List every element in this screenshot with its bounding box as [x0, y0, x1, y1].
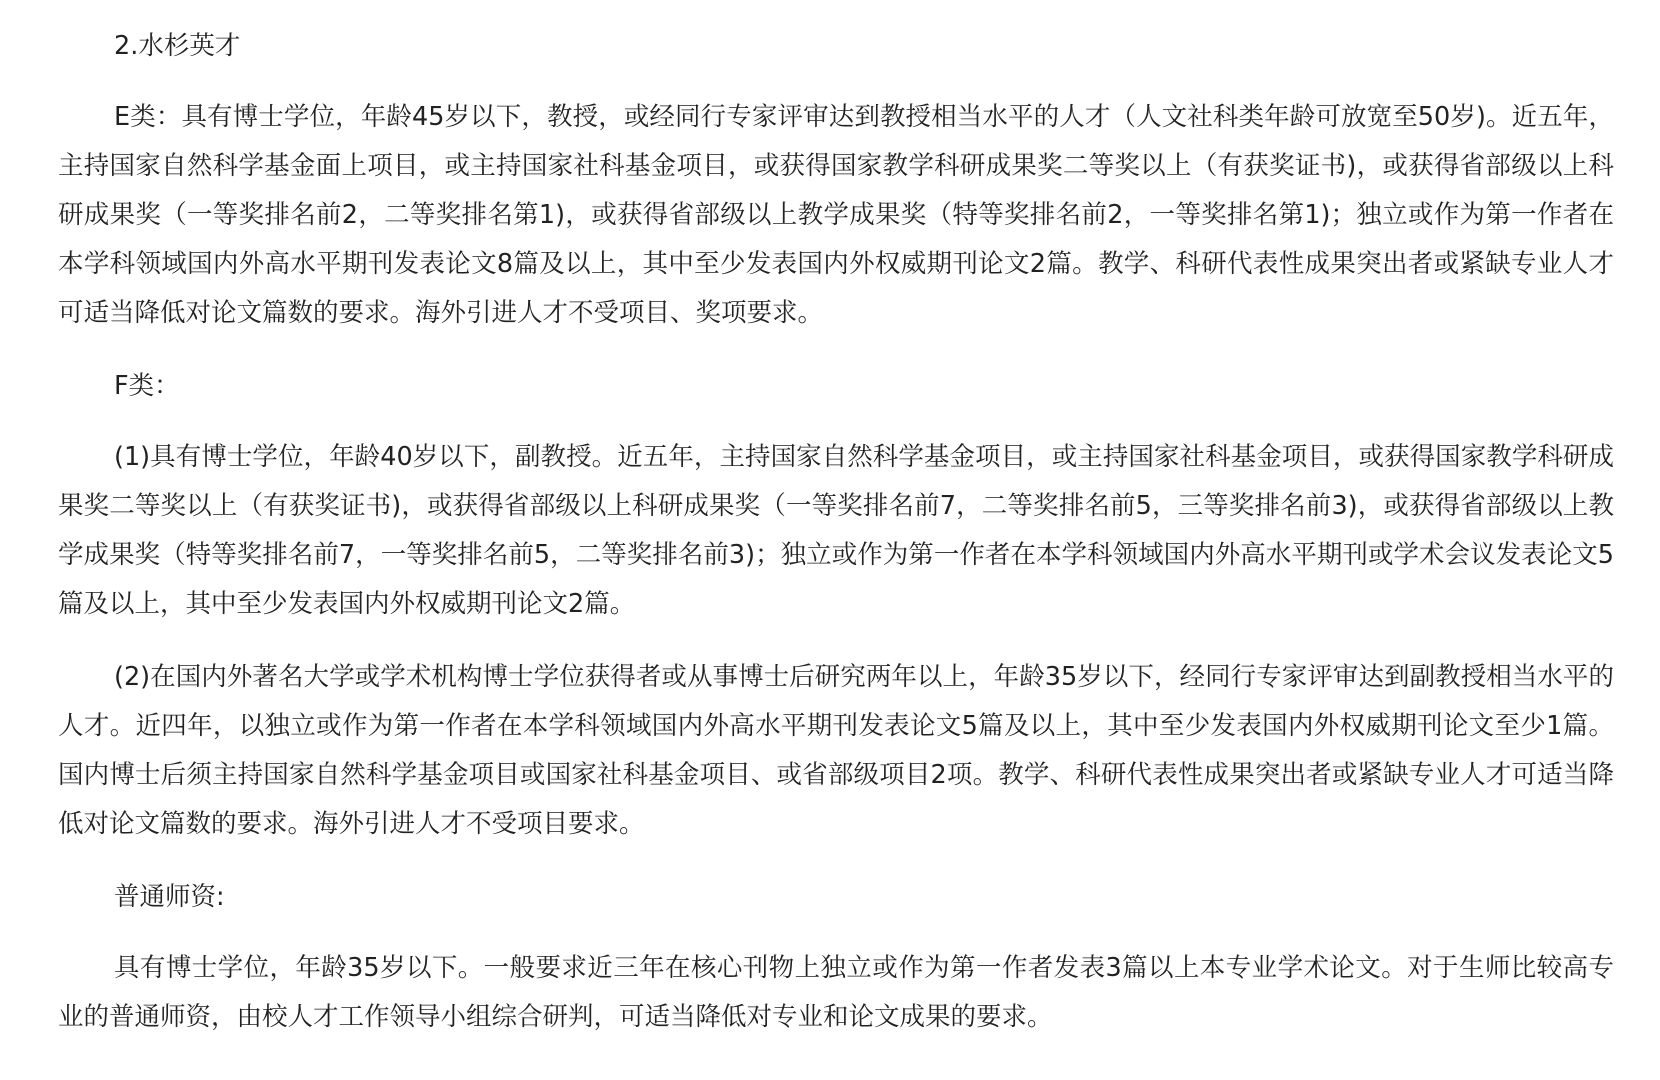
category-f-item-1: (1)具有博士学位，年龄40岁以下，副教授。近五年，主持国家自然科学基金项目，或主持国家社科基金项目，或获得国家教学科研成果奖二等奖以上（有获奖证书)，或获得省部级以上科研成果奖（一等奖排名前7，二等奖排名前5，三等奖排名前3)，或获得省部级以上教学成果奖（特等奖排名前7，一等奖排名前5，二等奖排名前3)；独立或作为第一作者在本学科领域国内外高水平期刊或学术会议发表论文5篇及以上，其中至少发表国内外权威期刊论文2篇。 [58, 442, 1614, 619]
section-title: 2.水杉英才 [114, 31, 241, 61]
general-faculty-heading: 普通师资: [114, 882, 225, 912]
category-f-item-2: (2)在国内外著名大学或学术机构博士学位获得者或从事博士后研究两年以上，年龄35岁以下，经同行专家评审达到副教授相当水平的人才。近四年，以独立或作为第一作者在本学科领域国内外高水平期刊发表论文5篇及以上，其中至少发表国内外权威期刊论文至少1篇。国内博士后须主持国家自然科学基金项目或国家社科基金项目、或省部级项目2项。教学、科研代表性成果突出者或紧缺专业人才可适当降低对论文篇数的要求。海外引进人才不受项目要求。 [58, 662, 1614, 839]
category-e-paragraph: E类：具有博士学位，年龄45岁以下，教授，或经同行专家评审达到教授相当水平的人才（人文社科类年龄可放宽至50岁)。近五年，主持国家自然科学基金面上项目，或主持国家社科基金项目，或获得国家教学科研成果奖二等奖以上（有获奖证书)，或获得省部级以上科研成果奖（一等奖排名前2，二等奖排名第1)，或获得省部级以上教学成果奖（特等奖排名前2，一等奖排名第1)；独立或作为第一作者在本学科领域国内外高水平期刊发表论文8篇及以上，其中至少发表国内外权威期刊论文2篇。教学、科研代表性成果突出者或紧缺专业人才可适当降低对论文篇数的要求。海外引进人才不受项目、奖项要求。 [58, 102, 1614, 328]
document-body [58, 22, 1614, 1066]
general-faculty-paragraph: 具有博士学位，年龄35岁以下。一般要求近三年在核心刊物上独立或作为第一作者发表3篇以上本专业学术论文。对于生师比较高专业的普通师资，由校人才工作领导小组综合研判，可适当降低对专业和论文成果的要求。 [58, 953, 1614, 1032]
category-f-heading: F类： [114, 371, 180, 401]
